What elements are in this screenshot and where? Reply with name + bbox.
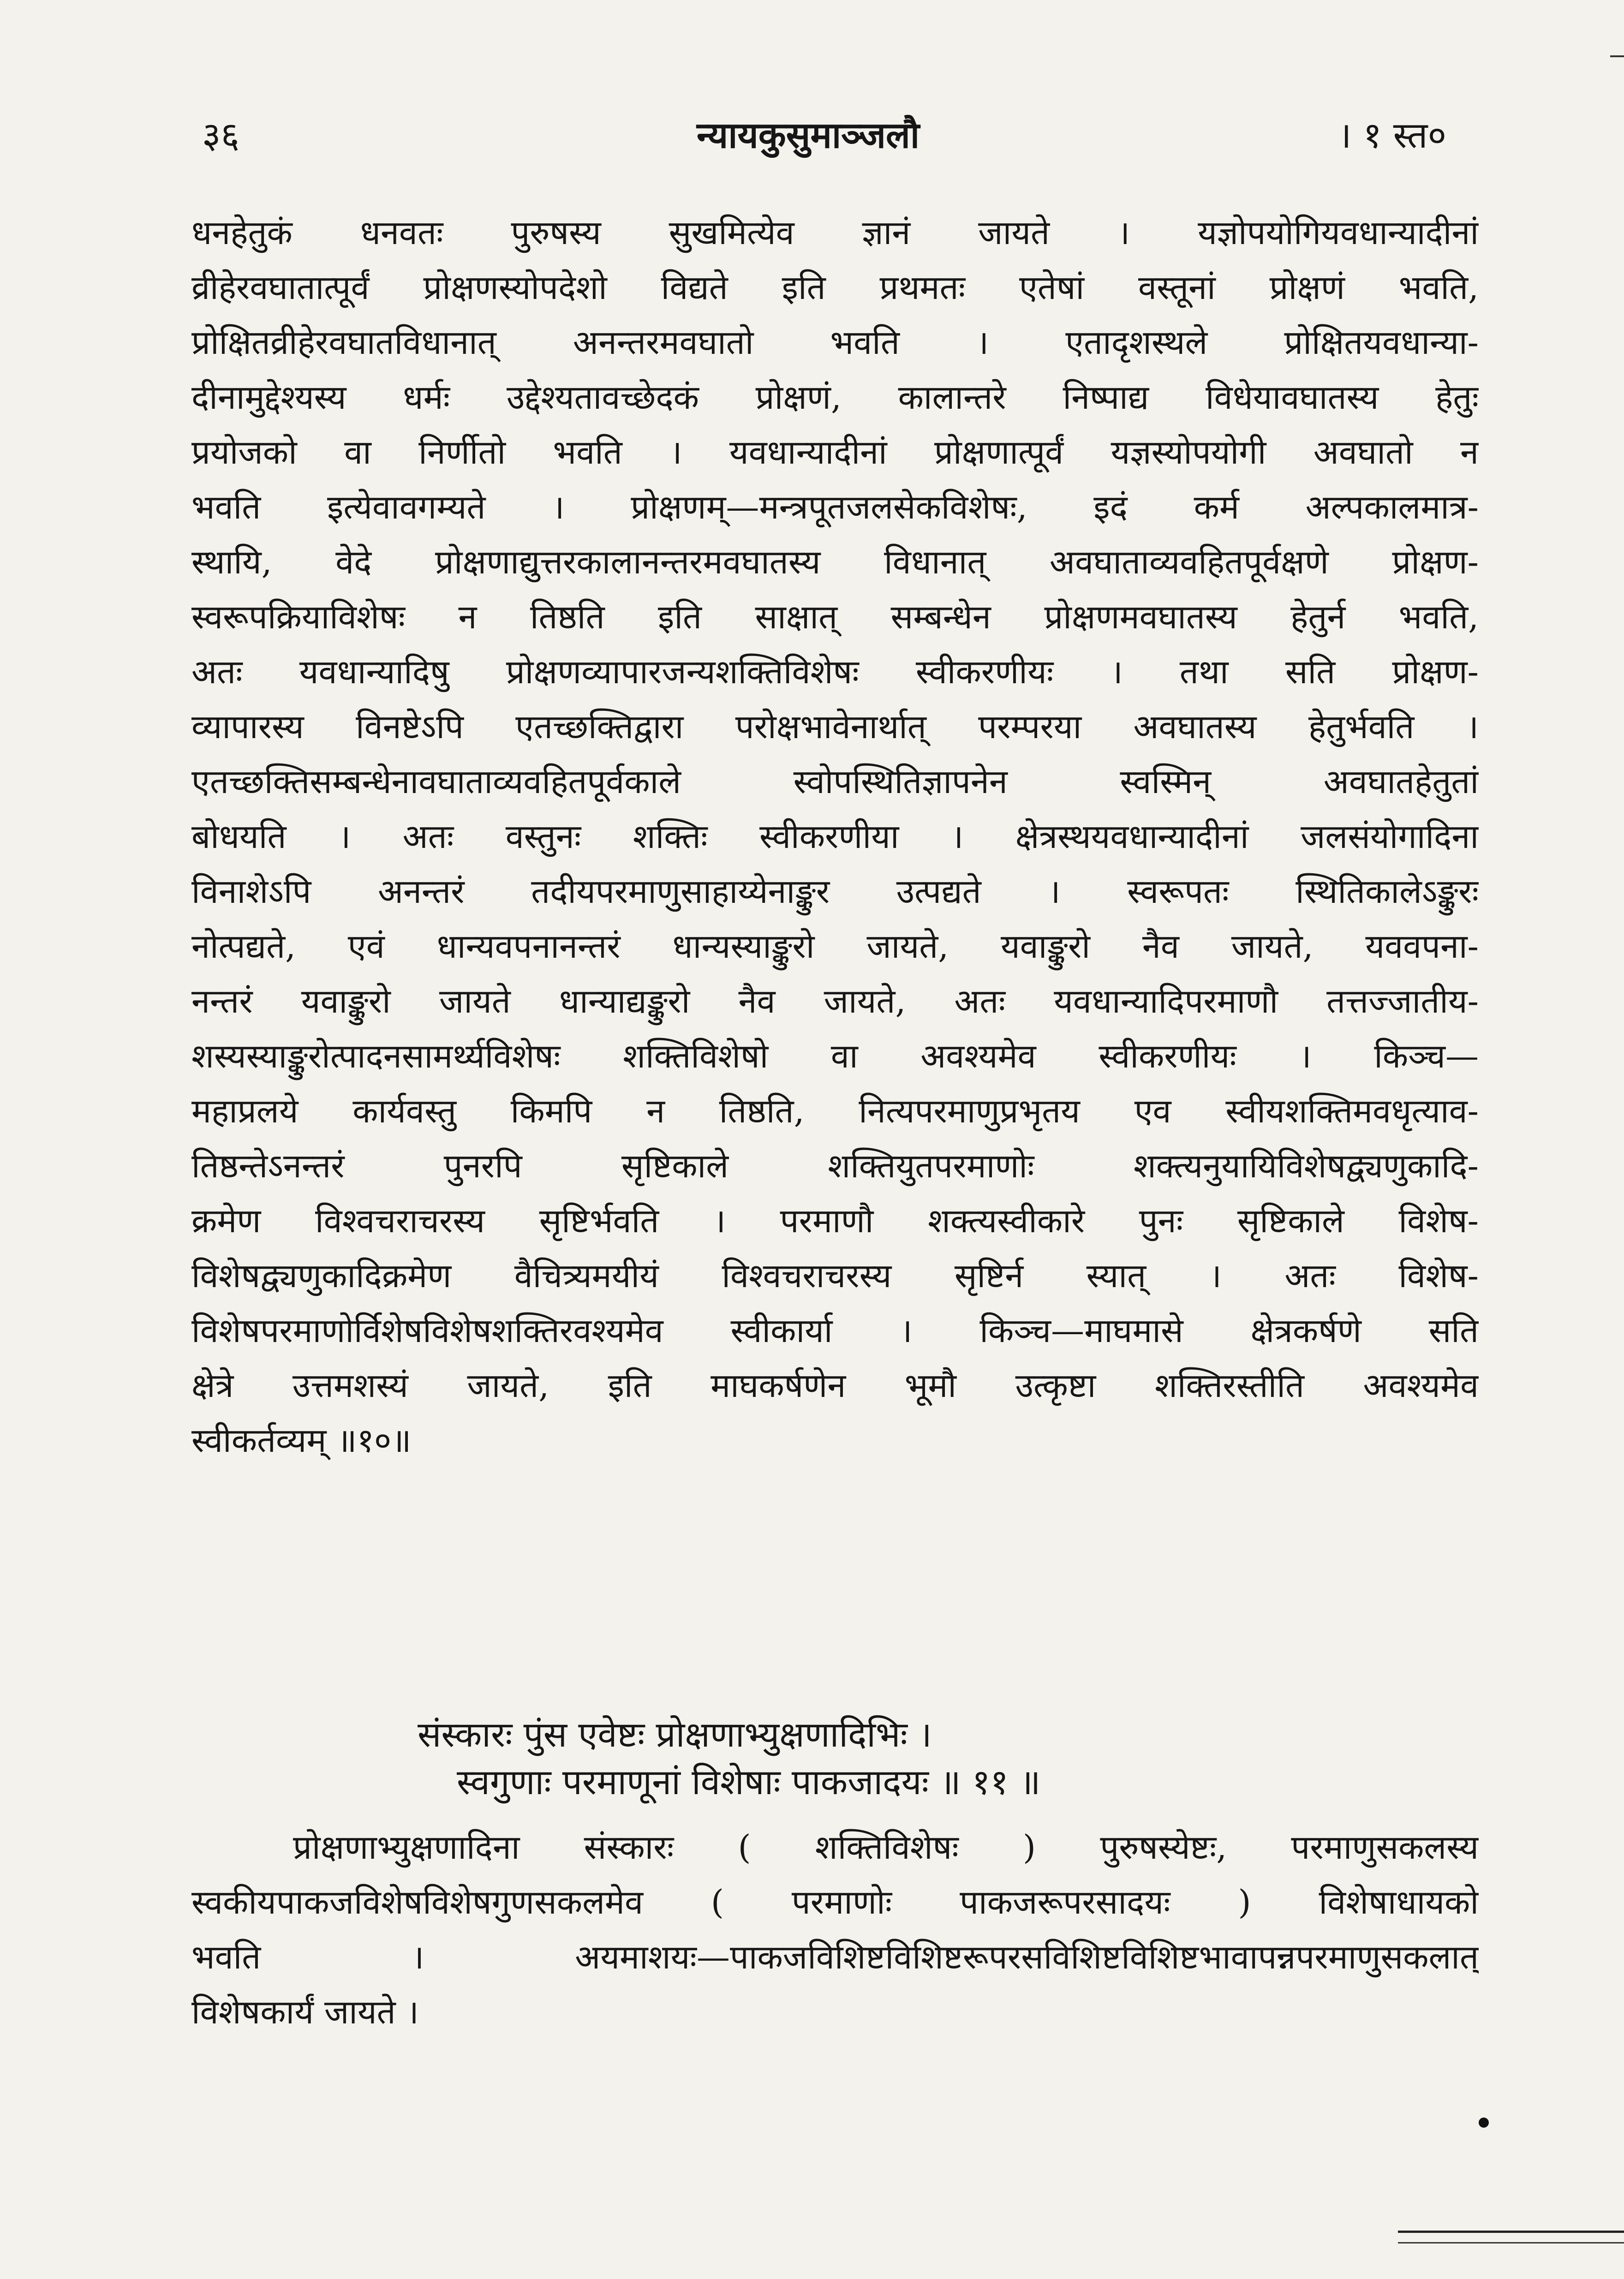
body-line: विशेषपरमाणोर्विशेषविशेषशक्तिरवश्यमेव स्वीकार्या । किञ्च—माघमासे क्षेत्रकर्षणे सति xyxy=(191,1311,1479,1350)
body-line: व्रीहेरवघातात्पूर्वं प्रोक्षणस्योपदेशो विद्यते इति प्रथमतः एतेषां वस्तूनां प्रोक्षणं भवति, xyxy=(191,268,1479,307)
body-line: बोधयति । अतः वस्तुनः शक्तिः स्वीकरणीया । क्षेत्रस्थयवधान्यादीनां जलसंयोगादिना xyxy=(191,817,1479,856)
verse-line-1: संस्कारः पुंस एवेष्टः प्रोक्षणाभ्युक्षणादिभिः । xyxy=(418,1714,932,1755)
verse-line-2: स्वगुणाः परमाणूनां विशेषाः पाकजादयः ॥ ११ ॥ xyxy=(457,1761,1041,1802)
body-line: दीनामुद्देश्यस्य धर्मः उद्देश्यतावच्छेदकं प्रोक्षणं, कालान्तरे निष्पाद्य विधेयावघातस्य हेतुः xyxy=(191,378,1479,417)
body-line: नोत्पद्यते, एवं धान्यवपनानन्तरं धान्यस्याङ्कुरो जायते, यवाङ्कुरो नैव जायते, यववपना- xyxy=(191,927,1479,966)
body-line: एतच्छक्तिसम्बन्धेनावघाताव्यवहितपूर्वकाले स्वोपस्थितिज्ञापनेन स्वस्मिन् अवघातहेतुतां xyxy=(191,762,1479,801)
body-line: विनाशेऽपि अनन्तरं तदीयपरमाणुसाहाय्येनाङ्कुर उत्पद्यते । स्वरूपतः स्थितिकालेऽङ्कुरः xyxy=(191,872,1479,911)
body-line: तिष्ठन्तेऽनन्तरं पुनरपि सृष्टिकाले शक्तियुतपरमाणोः शक्त्यनुयायिविशेषद्व्यणुकादि- xyxy=(191,1146,1479,1185)
body-paragraph xyxy=(191,205,1479,1468)
running-title: न्यायकुसुमाञ्जलौ xyxy=(697,114,920,156)
footer-rule-thin xyxy=(1398,2242,1624,2243)
commentary-line: भवति । अयमाशयः—पाकजविशिष्टविशिष्टरूपरसविशिष्टविशिष्टभावापन्नपरमाणुसकलात् xyxy=(191,1938,1479,1976)
page-number: ३६ xyxy=(202,115,240,156)
body-line: धनहेतुकं धनवतः पुरुषस्य सुखमित्येव ज्ञानं जायते । यज्ञोपयोगियवधान्यादीनां xyxy=(191,213,1479,252)
body-line: स्वरूपक्रियाविशेषः न तिष्ठति इति साक्षात् सम्बन्धेन प्रोक्षणमवघातस्य हेतुर्न भवति, xyxy=(191,597,1479,636)
body-line: नन्तरं यवाङ्कुरो जायते धान्याद्यङ्कुरो नैव जायते, अतः यवधान्यादिपरमाणौ तत्तज्जातीय- xyxy=(191,982,1479,1020)
body-line: शस्यस्याङ्कुरोत्पादनसामर्थ्यविशेषः शक्तिविशेषो वा अवश्यमेव स्वीकरणीयः । किञ्च— xyxy=(191,1037,1479,1075)
edge-mark xyxy=(1610,55,1624,57)
body-line: भवति इत्येवावगम्यते । प्रोक्षणम्—मन्त्रपूतजलसेकविशेषः, इदं कर्म अल्पकालमात्र- xyxy=(191,488,1479,526)
body-line: स्वीकर्तव्यम् ॥१०॥ xyxy=(191,1421,412,1460)
commentary-line: स्वकीयपाकजविशेषविशेषगुणसकलमेव ( परमाणोः पाकजरूपरसादयः ) विशेषाधायको xyxy=(191,1883,1479,1921)
footer-rule xyxy=(1398,2231,1624,2233)
body-line: प्रयोजको वा निर्णीतो भवति । यवधान्यादीनां प्रोक्षणात्पूर्वं यज्ञस्योपयोगी अवघातो न xyxy=(191,433,1479,471)
commentary-line: प्रोक्षणाभ्युक्षणादिना संस्कारः ( शक्तिविशेषः ) पुरुषस्येष्टः, परमाणुसकलस्य xyxy=(293,1828,1479,1867)
body-line: व्यापारस्य विनष्टेऽपि एतच्छक्तिद्वारा परोक्षभावेनार्थात् परम्परया अवघातस्य हेतुर्भवति । xyxy=(191,707,1479,746)
commentary-paragraph xyxy=(191,1820,1479,2040)
body-line: क्रमेण विश्वचराचरस्य सृष्टिर्भवति । परमाणौ शक्त्यस्वीकारे पुनः सृष्टिकाले विशेष- xyxy=(191,1201,1479,1240)
body-line: स्थायि, वेदे प्रोक्षणाद्युत्तरकालानन्तरमवघातस्य विधानात् अवघाताव्यवहितपूर्वक्षणे प्रोक्षण- xyxy=(191,543,1479,581)
section-marker: । १ स्त० xyxy=(1338,115,1447,156)
body-line: प्रोक्षितव्रीहेरवघातविधानात् अनन्तरमवघातो भवति । एतादृशस्थले प्रोक्षितयवधान्या- xyxy=(191,323,1479,362)
ink-dot xyxy=(1479,2118,1489,2128)
body-line: महाप्रलये कार्यवस्तु किमपि न तिष्ठति, नित्यपरमाणुप्रभृतय एव स्वीयशक्तिमवधृत्याव- xyxy=(191,1092,1479,1130)
body-line: अतः यवधान्यादिषु प्रोक्षणव्यापारजन्यशक्तिविशेषः स्वीकरणीयः । तथा सति प्रोक्षण- xyxy=(191,652,1479,691)
commentary-line: विशेषकार्यं जायते । xyxy=(191,1993,419,2031)
body-line: क्षेत्रे उत्तमशस्यं जायते, इति माघकर्षणेन भूमौ उत्कृष्टा शक्तिरस्तीति अवश्यमेव xyxy=(191,1366,1479,1405)
body-line: विशेषद्व्यणुकादिक्रमेण वैचित्र्यमयीयं विश्वचराचरस्य सृष्टिर्न स्यात् । अतः विशेष- xyxy=(191,1256,1479,1295)
